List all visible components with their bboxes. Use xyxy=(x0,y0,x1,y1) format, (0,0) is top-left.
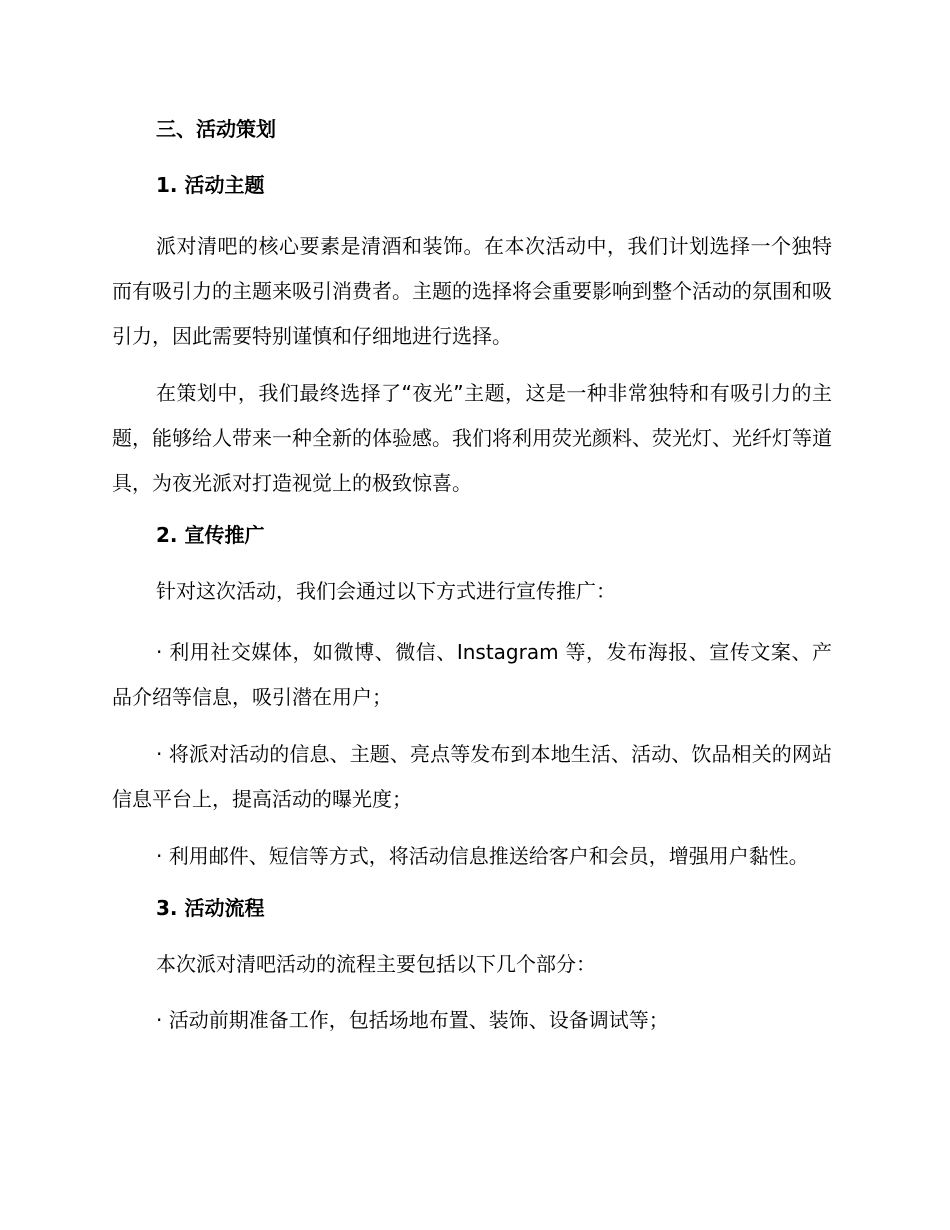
bullet-item: · 将派对活动的信息、主题、亮点等发布到本地生活、活动、饮品相关的网站信息平台上，提高活动的曝光度； xyxy=(112,742,832,811)
paragraph: 在策划中，我们最终选择了“夜光”主题，这是一种非常独特和有吸引力的主题，能够给人带来一种全新的体验感。我们将利用荧光颜料、荧光灯、光纤灯等道具，为夜光派对打造视觉上的极致惊喜。 xyxy=(112,381,832,495)
paragraph: 针对这次活动，我们会通过以下方式进行宣传推广： xyxy=(156,579,616,603)
subsection-heading-theme: 1. 活动主题 xyxy=(156,173,265,197)
subsection-heading-promotion: 2. 宣传推广 xyxy=(156,523,265,547)
bullet-item: · 利用邮件、短信等方式，将活动信息推送给客户和会员，增强用户黏性。 xyxy=(156,844,809,868)
subsection-heading-process: 3. 活动流程 xyxy=(156,896,265,920)
bullet-item: · 活动前期准备工作，包括场地布置、装饰、设备调试等； xyxy=(156,1008,669,1032)
bullet-item: · 利用社交媒体，如微博、微信、Instagram 等，发布海报、宣传文案、产品介绍等信息，吸引潜在用户； xyxy=(112,640,832,709)
paragraph: 派对清吧的核心要素是清酒和装饰。在本次活动中，我们计划选择一个独特而有吸引力的主题来吸引消费者。主题的选择将会重要影响到整个活动的氛围和吸引力，因此需要特别谨慎和仔细地进行选择。 xyxy=(112,234,832,348)
section-title: 三、活动策划 xyxy=(156,117,276,141)
document-content xyxy=(112,112,832,1037)
paragraph: 本次派对清吧活动的流程主要包括以下几个部分： xyxy=(156,952,596,976)
